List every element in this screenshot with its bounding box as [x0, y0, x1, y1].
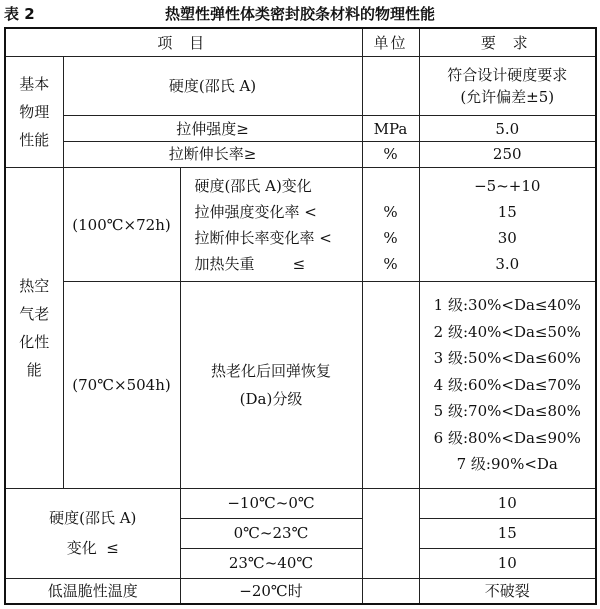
- table-row: [5, 116, 596, 142]
- basic-tensile-unit: MPa: [362, 116, 419, 142]
- brittleness-value: 不破裂: [419, 578, 596, 604]
- aging-condition-70c: (70℃×504h): [63, 282, 180, 488]
- header-item: 项 目: [5, 28, 362, 57]
- aging-category: 热空 气老 化性 能: [5, 167, 63, 488]
- table-caption: [4, 2, 596, 24]
- aging-condition-100c: (100℃×72h): [63, 167, 180, 282]
- brittleness-condition: −20℃时: [180, 578, 362, 604]
- table-number: 表 2: [4, 5, 35, 23]
- header-requirement: 要 求: [419, 28, 596, 57]
- table-title: 热塑性弹性体类密封胶条材料的物理性能: [164, 5, 435, 23]
- hardness-change-range: 0℃~23℃: [180, 518, 362, 548]
- basic-hardness-value: 符合设计硬度要求 (允许偏差±5): [419, 57, 596, 116]
- grade-item: 1 级:30%<Da≤40%: [433, 296, 581, 315]
- table-row: [5, 167, 596, 282]
- basic-category: 基本 物理 性能: [5, 57, 63, 167]
- hardness-change-label: 硬度(邵氏 A) 变化 ≤: [5, 488, 180, 578]
- basic-hardness-unit: [362, 57, 419, 116]
- grade-item: 2 级:40%<Da≤50%: [433, 322, 581, 341]
- header-row: [5, 28, 596, 57]
- hardness-change-range: −10℃~0℃: [180, 488, 362, 518]
- grade-item: 5 级:70%<Da≤80%: [433, 402, 581, 421]
- grade-item: 7 级:90%<Da: [456, 455, 558, 474]
- basic-tensile-name: 拉伸强度≥: [63, 116, 362, 142]
- basic-elongation-value: 250: [419, 142, 596, 168]
- basic-hardness-name: 硬度(邵氏 A): [63, 57, 362, 116]
- grade-item: 4 级:60%<Da≤70%: [433, 375, 581, 394]
- basic-tensile-value: 5.0: [419, 116, 596, 142]
- table-row: [5, 142, 596, 168]
- aging-100c-units: % % %: [362, 167, 419, 282]
- grade-item: 6 级:80%<Da≤90%: [433, 428, 581, 447]
- header-unit: 单位: [362, 28, 419, 57]
- hardness-change-value: 10: [419, 548, 596, 578]
- hardness-change-range: 23℃~40℃: [180, 548, 362, 578]
- table-row: [5, 488, 596, 518]
- hardness-change-unit: [362, 488, 419, 578]
- basic-elongation-unit: %: [362, 142, 419, 168]
- grade-item: 3 级:50%<Da≤60%: [433, 349, 581, 368]
- hardness-change-value: 15: [419, 518, 596, 548]
- aging-100c-names: 硬度(邵氏 A)变化 拉伸强度变化率 < 拉断伸长率变化率 < 加热失重 ≤: [180, 167, 362, 282]
- aging-recovery-unit: [362, 282, 419, 488]
- aging-100c-values: −5~+10 15 30 3.0: [419, 167, 596, 282]
- table-row: [5, 578, 596, 604]
- properties-table: [4, 27, 597, 605]
- table-row: [5, 282, 596, 488]
- brittleness-label: 低温脆性温度: [5, 578, 180, 604]
- table-row: [5, 57, 596, 116]
- hardness-change-value: 10: [419, 488, 596, 518]
- aging-recovery-name: 热老化后回弹恢复 (Da)分级: [180, 282, 362, 488]
- aging-recovery-grades: [419, 282, 596, 488]
- brittleness-unit: [362, 578, 419, 604]
- basic-elongation-name: 拉断伸长率≥: [63, 142, 362, 168]
